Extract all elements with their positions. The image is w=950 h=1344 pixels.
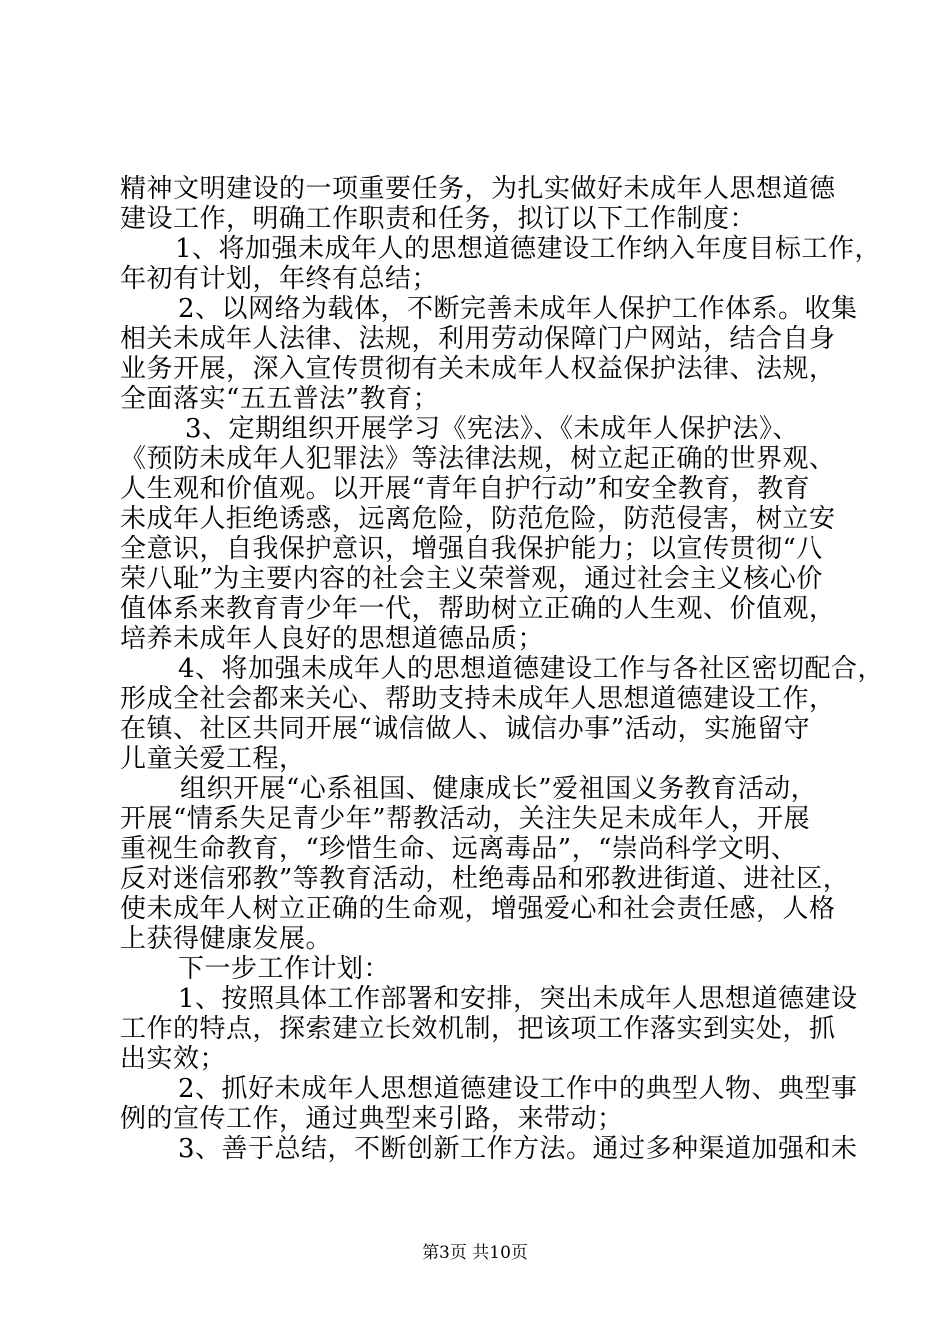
text-line: 组织开展“心系祖国、健康成长”爱祖国义务教育活动， [180,774,818,804]
text-line: 反对迷信邪教”等教育活动，杜绝毒品和邪教进街道、进社区， [120,864,850,894]
text-line: 全意识，自我保护意识，增强自我保护能力；以宣传贯彻“八 [120,534,823,564]
text-line: 培养未成年人良好的思想道德品质； [120,624,545,654]
text-line: 在镇、社区共同开展“诚信做人、诚信办事”活动，实施留守 [120,714,811,744]
text-line: 3、善于总结，不断创新工作方法。通过多种渠道加强和未 [178,1134,858,1164]
text-line: 业务开展，深入宣传贯彻有关未成年人权益保护法律、法规， [120,354,836,384]
text-line: 1、按照具体工作部署和安排，突出未成年人思想道德建设 [178,984,858,1014]
text-line: 建设工作，明确工作职责和任务，拟订以下工作制度： [120,204,757,234]
text-line: 2、抓好未成年人思想道德建设工作中的典型人物、典型事 [178,1074,858,1104]
text-line: 开展“情系失足青少年”帮教活动，关注失足未成年人，开展 [120,804,811,834]
text-line: 使未成年人树立正确的生命观，增强爱心和社会责任感，人格 [120,894,836,924]
text-line: 出实效； [120,1044,227,1074]
text-line: 2、以网络为载体，不断完善未成年人保护工作体系。收集 [178,294,858,324]
text-line: 工作的特点，探索建立长效机制，把该项工作落实到实处，抓 [120,1014,836,1044]
text-line: 未成年人拒绝诱惑，远离危险，防范危险，防范侵害，树立安 [120,504,836,534]
text-line: 形成全社会都来关心、帮助支持未成年人思想道德建设工作， [120,684,836,714]
text-line: 上获得健康发展。 [120,924,333,954]
text-line: 精神文明建设的一项重要任务，为扎实做好未成年人思想道德 [120,174,836,204]
text-line: 儿童关爱工程， [120,744,306,774]
page-number-footer: 第3页 共10页 [422,1243,528,1263]
text-line: 例的宣传工作，通过典型来引路，来带动； [120,1104,624,1134]
text-line: 重视生命教育，“珍惜生命、远离毒品”，“崇尚科学文明、 [120,834,798,864]
text-line: 下一步工作计划： [178,954,391,984]
text-line: 《预防未成年人犯罪法》等法律法规，树立起正确的世界观、 [120,444,836,474]
text-line: 相关未成年人法律、法规，利用劳动保障门户网站，结合自身 [120,324,836,354]
text-line: 1、将加强未成年人的思想道德建设工作纳入年度目标工作， [175,234,882,264]
text-line: 4、将加强未成年人的思想道德建设工作与各社区密切配合， [178,654,885,684]
text-line: 年初有计划，年终有总结； [120,264,439,294]
text-line: 人生观和价值观。以开展“青年自护行动”和安全教育，教育 [120,474,811,504]
text-line: 全面落实“五五普法”教育； [120,384,440,414]
text-line: 荣八耻”为主要内容的社会主义荣誉观，通过社会主义核心价 [120,564,823,594]
text-line: 值体系来教育青少年一代，帮助树立正确的人生观、价值观， [120,594,836,624]
text-line: 3、定期组织开展学习《宪法》、《未成年人保护法》、 [185,414,800,444]
